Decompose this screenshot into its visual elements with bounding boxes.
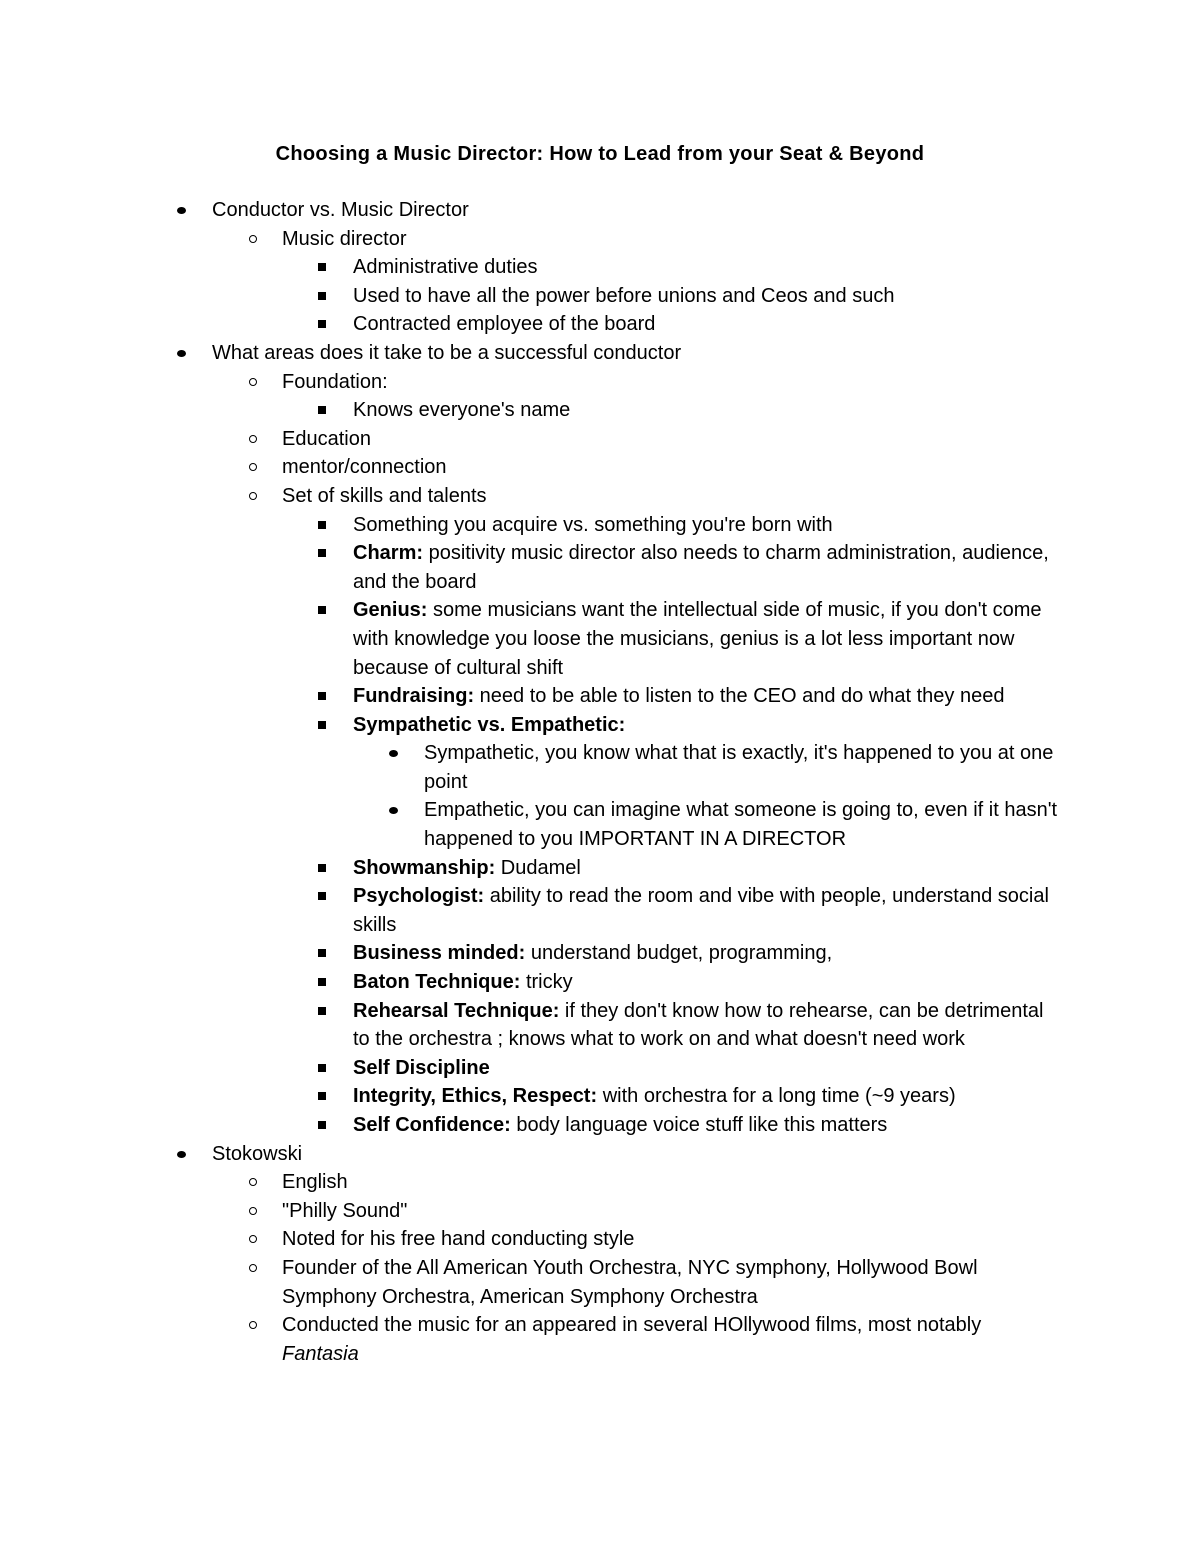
item-heading: Self Confidence: [353, 1114, 511, 1136]
list-item [0, 1054, 1200, 1083]
list-item [0, 796, 1200, 853]
item-heading: Fundraising: [353, 685, 475, 708]
item-heading: Sympathetic vs. Empathetic: [353, 713, 626, 736]
list-item [0, 997, 1200, 1054]
item-text: understand budget, programming, [525, 942, 833, 965]
item-text: Noted for his free hand conducting style [282, 1228, 635, 1251]
list-item [0, 1254, 1200, 1311]
item-text: need to be able to listen to the CEO and do what they need [474, 685, 1005, 708]
item-text: Conducted the music for an appeared in several HOllywood films, most notably [282, 1314, 982, 1337]
item-text: Dudamel [495, 856, 581, 879]
list-item [0, 482, 1200, 511]
item-text: Something you acquire vs. something you're born with [353, 513, 833, 536]
item-heading: Psychologist: [353, 885, 485, 908]
list-item [0, 253, 1200, 282]
notes-outline [0, 196, 1200, 1368]
item-text: mentor/connection [282, 456, 447, 479]
item-text: Set of skills and talents [282, 484, 487, 507]
list-item [0, 1225, 1200, 1254]
list-item [0, 1197, 1200, 1226]
list-item [0, 310, 1200, 339]
item-text: Sympathetic, you know what that is exactly, it's happened to you at one point [424, 742, 1054, 793]
list-item [0, 882, 1200, 939]
list-item [0, 368, 1200, 397]
list-item [0, 739, 1200, 796]
list-item [0, 282, 1200, 311]
item-text: Foundation: [282, 370, 388, 393]
list-item [0, 596, 1200, 682]
item-text: Music director [282, 227, 407, 250]
item-heading: Baton Technique: [353, 971, 521, 994]
item-heading: Rehearsal Technique: [353, 999, 560, 1022]
item-text: ability to read the room and vibe with people, understand social skills [353, 885, 1049, 936]
item-text: Used to have all the power before unions and Ceos and such [353, 284, 895, 307]
list-item [0, 225, 1200, 254]
list-item [0, 539, 1200, 596]
list-item [0, 1168, 1200, 1197]
item-text: Contracted employee of the board [353, 313, 656, 336]
item-text: Empathetic, you can imagine what someone is going to, even if it hasn't happened to you IMPORTANT IN A DIRECTOR [424, 799, 1058, 851]
item-text: Founder of the All American Youth Orchestra, NYC symphony, Hollywood Bowl Symphony Orchestra, American Symphony Orchestra [282, 1256, 978, 1308]
item-italic-title: Fantasia [282, 1342, 359, 1365]
list-item [0, 453, 1200, 482]
item-heading: Genius: [353, 599, 428, 622]
item-text: if they don't know how to rehearse, can be detrimental to the orchestra ; knows what to work on and what doesn't need work [353, 999, 1044, 1051]
list-item [0, 1082, 1200, 1111]
list-item [0, 396, 1200, 425]
document-title: Choosing a Music Director: How to Lead from your Seat & Beyond [275, 143, 925, 165]
item-text: tricky [520, 971, 573, 994]
item-heading: Showmanship: [353, 856, 496, 879]
list-item [0, 1140, 1200, 1169]
list-item [0, 425, 1200, 454]
list-item [0, 1311, 1200, 1368]
list-item [0, 1111, 1200, 1140]
list-item [0, 939, 1200, 968]
list-item [0, 511, 1200, 540]
item-heading: Self Discipline [353, 1056, 490, 1079]
item-text: What areas does it take to be a successful conductor [212, 341, 682, 364]
item-text: Stokowski [212, 1142, 303, 1165]
list-item [0, 339, 1200, 368]
item-text: some musicians want the intellectual side of music, if you don't come with knowledge you loose the musicians, genius is a lot less important now because of cultural shift [353, 599, 1042, 679]
item-text: positivity music director also needs to charm administration, audience, and the board [353, 542, 1049, 593]
item-heading: Business minded: [353, 942, 526, 965]
list-item [0, 682, 1200, 711]
item-text: "Philly Sound" [282, 1199, 408, 1222]
list-item [0, 711, 1200, 740]
item-text: Conductor vs. Music Director [212, 199, 469, 221]
list-item [0, 968, 1200, 997]
item-text: body language voice stuff like this matters [510, 1114, 888, 1136]
item-heading: Charm: [353, 542, 424, 565]
item-text: Administrative duties [353, 256, 538, 279]
list-item [0, 854, 1200, 883]
item-text: Knows everyone's name [353, 399, 571, 422]
item-text: Education [282, 427, 371, 450]
list-item [0, 196, 1200, 225]
item-text: English [282, 1171, 348, 1194]
item-heading: Integrity, Ethics, Respect: [353, 1085, 598, 1108]
item-text: with orchestra for a long time (~9 years) [597, 1085, 956, 1108]
